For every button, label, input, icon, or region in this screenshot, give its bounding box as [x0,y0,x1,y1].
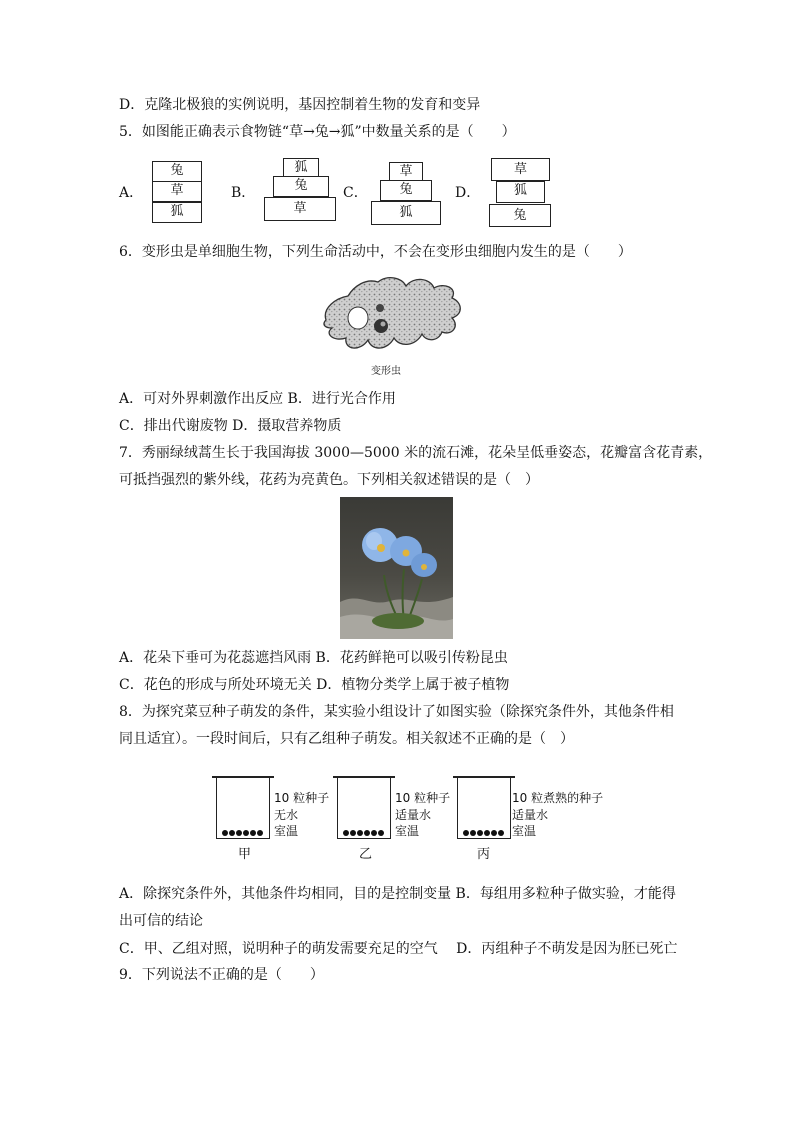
q5-c-box-3: 狐 [371,201,441,225]
q5-c-box-2: 兔 [380,180,432,201]
beaker-bing [457,778,511,839]
q8-options-line-2: 出可信的结论 [119,913,203,929]
q6-options-line-2: C．排出代谢废物 D．摄取营养物质 [119,418,342,434]
q5-option-b-letter: B． [231,185,256,201]
beaker-bing-line-2: 适量水 [512,808,549,822]
q5-d-box-3: 兔 [489,204,551,227]
q5-a-box-2: 草 [152,181,202,202]
q5-a-box-1: 兔 [152,161,202,182]
q8-stem-line-2: 同且适宜）。一段时间后，只有乙组种子萌发。相关叙述不正确的是（ ） [119,731,574,747]
q5-b-box-1: 狐 [283,158,319,177]
q9-stem: 9．下列说法不正确的是（ ） [119,967,324,983]
beaker-jia-name: 甲 [238,847,252,862]
q5-c-box-1: 草 [389,162,423,181]
beaker-yi [337,778,391,839]
beaker-yi-line-2: 适量水 [395,808,432,822]
q5-b-box-3: 草 [264,197,336,221]
q5-b-box-2: 兔 [273,176,329,197]
amoeba-illustration [318,268,466,364]
beaker-bing-line-3: 室温 [512,824,537,838]
q7-stem-line-1: 7．秀丽绿绒蒿生长于我国海拔 3000—5000 米的流石滩，花朵呈低垂姿态，花瓣富含花青素， [119,445,713,461]
q7-options-line-1: A．花朵下垂可为花蕊遮挡风雨 B．花药鲜艳可以吸引传粉昆虫 [119,650,508,666]
amoeba-caption: 变形虫 [371,366,401,377]
q5-stem: 5．如图能正确表示食物链“草→兔→狐”中数量关系的是（ ） [119,124,516,140]
beaker-yi-line-3: 室温 [395,824,420,838]
beaker-bing-line-1: 10 粒煮熟的种子 [512,791,604,805]
q6-stem: 6．变形虫是单细胞生物，下列生命活动中，不会在变形虫细胞内发生的是（ ） [119,244,632,260]
q8-stem-line-1: 8．为探究菜豆种子萌发的条件，某实验小组设计了如图实验（除探究条件外，其他条件相 [119,704,674,720]
q5-d-box-2: 狐 [496,181,545,203]
q6-options-line-1: A．可对外界刺激作出反应 B．进行光合作用 [119,391,396,407]
q5-option-d-letter: D． [455,185,481,201]
beaker-jia [216,778,270,839]
q5-option-c-letter: C． [343,185,368,201]
beaker-bing-name: 丙 [477,847,491,862]
q5-d-box-1: 草 [491,158,550,181]
q5-option-a-letter: A． [119,185,144,201]
beaker-yi-name: 乙 [359,847,373,862]
q5-a-box-3: 狐 [152,202,202,223]
q7-options-line-2: C．花色的形成与所处环境无关 D．植物分类学上属于被子植物 [119,677,510,693]
q4-option-d: D．克隆北极狼的实例说明，基因控制着生物的发育和变异 [119,97,481,113]
beaker-jia-line-1: 10 粒种子 [274,791,330,805]
poppy-photo [340,497,453,639]
beaker-jia-line-2: 无水 [274,808,299,822]
q8-options-line-3: C．甲、乙组对照，说明种子的萌发需要充足的空气 D．丙组种子不萌发是因为胚已死亡 [119,941,678,957]
q7-stem-line-2: 可抵挡强烈的紫外线，花药为亮黄色。下列相关叙述错误的是（ ） [119,472,539,488]
beaker-jia-line-3: 室温 [274,824,299,838]
beaker-yi-line-1: 10 粒种子 [395,791,451,805]
q8-options-line-1: A．除探究条件外，其他条件均相同，目的是控制变量 B．每组用多粒种子做实验，才能得 [119,886,676,902]
